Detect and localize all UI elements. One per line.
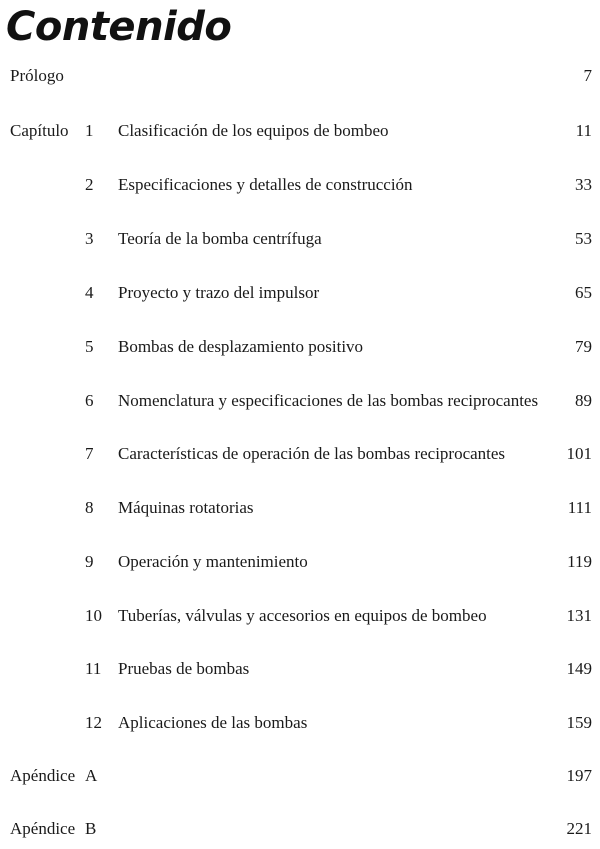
toc-chapter-title: Características de operación de las bombas reciprocantes xyxy=(118,444,506,463)
toc-appendix-letter: B xyxy=(85,819,97,838)
toc-chapter-title: Clasificación de los equipos de bombeo xyxy=(118,121,389,140)
toc-chapter-number: 1 xyxy=(85,121,94,140)
toc-entry-chapter-6 xyxy=(0,388,600,414)
toc-chapter-number: 9 xyxy=(85,552,94,571)
toc-page-number: 79 xyxy=(575,337,592,356)
toc-page-number: 11 xyxy=(575,121,592,140)
toc-chapter-title: Aplicaciones de las bombas xyxy=(118,713,308,732)
toc-chapter-title: Teoría de la bomba centrífuga xyxy=(118,229,322,248)
toc-page-number: 7 xyxy=(583,66,592,85)
toc-page-number: 221 xyxy=(566,819,592,838)
toc-chapter-number: 10 xyxy=(85,606,102,625)
toc-entry-chapter-2 xyxy=(0,172,600,198)
toc-chapter-number: 7 xyxy=(85,444,94,463)
toc-page-number: 65 xyxy=(575,283,592,302)
toc-chapter-number: 4 xyxy=(85,283,94,302)
toc-chapter-title: Tuberías, válvulas y accesorios en equipos de bombeo xyxy=(118,606,487,625)
toc-chapter-title: Proyecto y trazo del impulsor xyxy=(118,283,320,302)
toc-appendix-label: Apéndice xyxy=(10,766,76,785)
toc-page-number: 89 xyxy=(575,391,592,410)
toc-chapter-title: Especificaciones y detalles de construcción xyxy=(118,175,413,194)
toc-entry-prologue xyxy=(0,63,600,89)
toc-page-number: 101 xyxy=(566,444,592,463)
toc-entry-appendix-a xyxy=(0,763,600,789)
toc-chapter-title: Pruebas de bombas xyxy=(118,659,250,678)
toc-chapter-title: Máquinas rotatorias xyxy=(118,498,254,517)
toc-page-number: 197 xyxy=(566,766,592,785)
toc-chapter-number: 5 xyxy=(85,337,94,356)
toc-chapter-number: 3 xyxy=(85,229,94,248)
toc-chapter-number: 8 xyxy=(85,498,94,517)
toc-entry-chapter-8 xyxy=(0,495,600,521)
toc-entry-chapter-5 xyxy=(0,334,600,360)
toc-chapter-number: 6 xyxy=(85,391,94,410)
toc-chapter-title: Operación y mantenimiento xyxy=(118,552,308,571)
toc-chapter-prefix: Capítulo xyxy=(10,121,69,140)
toc-entry-chapter-11 xyxy=(0,656,600,682)
toc-appendix-label: Apéndice xyxy=(10,819,76,838)
toc-entry-chapter-4 xyxy=(0,280,600,306)
toc-entry-chapter-12 xyxy=(0,710,600,736)
toc-entry-chapter-9 xyxy=(0,549,600,575)
toc-entry-chapter-7 xyxy=(0,441,600,467)
toc-page-number: 119 xyxy=(567,552,592,571)
page-title: Contenido xyxy=(6,4,232,50)
toc-appendix-letter: A xyxy=(85,766,98,785)
toc-chapter-title: Bombas de desplazamiento positivo xyxy=(118,337,364,356)
toc-page-number: 53 xyxy=(575,229,592,248)
toc-page-number: 33 xyxy=(575,175,592,194)
toc-chapter-number: 12 xyxy=(85,713,102,732)
toc-chapter-title: Nomenclatura y especificaciones de las bombas reciprocantes xyxy=(118,391,539,410)
toc-entry-chapter-10 xyxy=(0,603,600,629)
toc-page-number: 149 xyxy=(566,659,592,678)
toc-entry-chapter-1 xyxy=(0,118,600,144)
toc-chapter-number: 11 xyxy=(85,659,102,678)
toc-page-number: 131 xyxy=(566,606,592,625)
toc-page-number: 159 xyxy=(566,713,592,732)
toc-entry-chapter-3 xyxy=(0,226,600,252)
toc-chapter-number: 2 xyxy=(85,175,94,194)
toc-entry-label: Prólogo xyxy=(10,66,64,85)
toc-entry-appendix-b xyxy=(0,816,600,842)
toc-page-number: 111 xyxy=(567,498,592,517)
